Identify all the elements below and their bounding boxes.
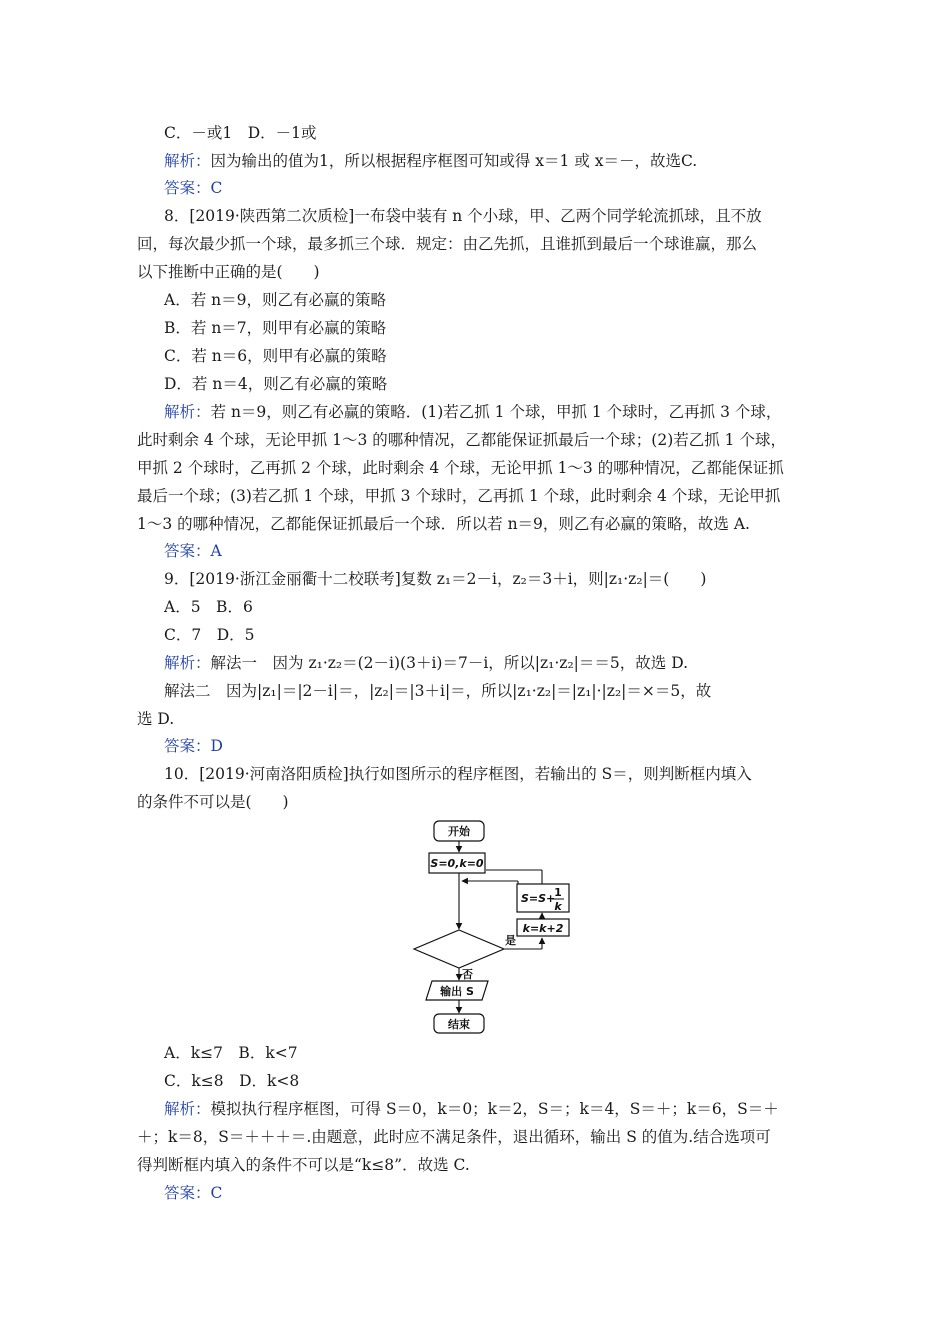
analysis-text: 模拟执行程序框图，可得 S＝0，k＝0；k＝2，S＝；k＝4，S＝＋；k＝6，S＝＋ <box>210 1100 779 1118</box>
answer-value: A <box>210 542 222 560</box>
flow-fraction-numerator: 1 <box>554 886 562 899</box>
analysis-label: 解析： <box>164 1100 211 1118</box>
q8-analysis-line-1 <box>164 402 844 422</box>
flow-update-k-label: k=k+2 <box>522 922 564 935</box>
q8-stem-line-3: 以下推断中正确的是( ) <box>137 263 320 281</box>
q7-analysis <box>164 151 844 171</box>
analysis-text: 若 n＝9，则乙有必赢的策略．(1)若乙抓 1 个球，甲抓 1 个球时，乙再抓 3 个球， <box>210 403 782 421</box>
analysis-text: 解法一 因为 z₁·z₂＝(2－i)(3＋i)＝7－i，所以|z₁·z₂|＝＝5，故选 D. <box>210 654 688 672</box>
q7-answer <box>164 178 844 198</box>
q8-option-d: D．若 n＝4，则乙有必赢的策略 <box>164 375 388 393</box>
q10-options-ab: A．k≤7 B．k<7 <box>164 1044 298 1062</box>
flow-fraction-denominator: k <box>554 900 562 913</box>
flow-end-label: 结束 <box>448 1018 470 1031</box>
analysis-text: 因为输出的值为1，所以根据程序框图可知或得 x＝1 或 x＝－，故选C. <box>210 152 698 170</box>
q8-option-c: C．若 n＝6，则甲有必赢的策略 <box>164 347 387 365</box>
answer-value: C <box>210 1184 223 1202</box>
flow-init-label: S=0,k=0 <box>430 857 484 870</box>
q9-analysis-line-1 <box>164 653 844 673</box>
flow-output-label: 输出 S <box>440 985 474 998</box>
answer-value: D <box>210 737 223 755</box>
q10-answer <box>164 1183 844 1203</box>
q8-option-b: B．若 n＝7，则甲有必赢的策略 <box>164 319 387 337</box>
q8-answer <box>164 541 844 561</box>
answer-label: 答案： <box>164 1184 211 1202</box>
analysis-label: 解析： <box>164 152 211 170</box>
flow-decision-diamond <box>414 930 504 968</box>
q8-stem-line-1: 8．[2019·陕西第二次质检]一布袋中装有 n 个小球，甲、乙两个同学轮流抓球，且不放 <box>164 207 762 225</box>
q10-analysis-line-3: 得判断框内填入的条件不可以是“k≤8”．故选 C. <box>137 1156 470 1174</box>
analysis-label: 解析： <box>164 654 211 672</box>
q9-options-cd: C．7 D．5 <box>164 626 255 644</box>
answer-label: 答案： <box>164 737 211 755</box>
q9-analysis-line-3: 选 D. <box>137 710 175 728</box>
q9-analysis-line-2: 解法二 因为|z₁|＝|2－i|＝，|z₂|＝|3＋i|＝，所以|z₁·z₂|＝|z₁|·|z₂|＝×＝5，故 <box>164 682 712 700</box>
q8-analysis-line-4: 最后一个球；(3)若乙抓 1 个球，甲抓 3 个球时，乙再抓 1 个球，此时剩余 4 个球，无论甲抓 <box>137 487 781 505</box>
answer-label: 答案： <box>164 179 211 197</box>
q8-analysis-line-3: 甲抓 2 个球时，乙再抓 2 个球，此时剩余 4 个球，无论甲抓 1～3 的哪种情况，乙都能保证抓 <box>137 459 784 477</box>
analysis-label: 解析： <box>164 403 211 421</box>
q10-stem-line-1: 10．[2019·河南洛阳质检]执行如图所示的程序框图，若输出的 S＝，则判断框内填入 <box>164 765 752 783</box>
q9-options-ab: A．5 B．6 <box>164 598 253 616</box>
answer-value: C <box>210 179 223 197</box>
q7-options-cd: C．－或1 D．－1或 <box>164 124 317 142</box>
q9-answer <box>164 736 844 756</box>
q10-options-cd: C．k≤8 D．k<8 <box>164 1072 300 1090</box>
q9-stem: 9．[2019·浙江金丽衢十二校联考]复数 z₁＝2－i，z₂＝3＋i，则|z₁·z₂|＝( ) <box>164 570 707 588</box>
q8-analysis-line-2: 此时剩余 4 个球，无论甲抓 1～3 的哪种情况，乙都能保证抓最后一个球；(2)若乙抓 1 个球， <box>137 431 786 449</box>
q10-analysis-line-1 <box>164 1099 844 1119</box>
q10-stem-line-2: 的条件不可以是( ) <box>137 793 289 811</box>
q8-analysis-line-5: 1～3 的哪种情况，乙都能保证抓最后一个球．所以若 n＝9，则乙有必赢的策略，故选 A. <box>137 515 750 533</box>
answer-label: 答案： <box>164 542 211 560</box>
q8-option-a: A．若 n＝9，则乙有必赢的策略 <box>164 291 386 309</box>
q8-stem-line-2: 回，每次最少抓一个球，最多抓三个球．规定：由乙先抓，且谁抓到最后一个球谁赢，那么 <box>137 235 758 253</box>
flow-no-label: 否 <box>462 968 473 981</box>
flow-yes-label: 是 <box>505 934 516 947</box>
flow-update-s-label: S=S+ <box>521 892 556 905</box>
q10-analysis-line-2: ＋；k＝8，S＝＋＋＋＝.由题意，此时应不满足条件，退出循环，输出 S 的值为.结合选项可 <box>137 1128 771 1146</box>
program-flowchart <box>400 816 580 1046</box>
flow-start-label: 开始 <box>448 825 470 838</box>
